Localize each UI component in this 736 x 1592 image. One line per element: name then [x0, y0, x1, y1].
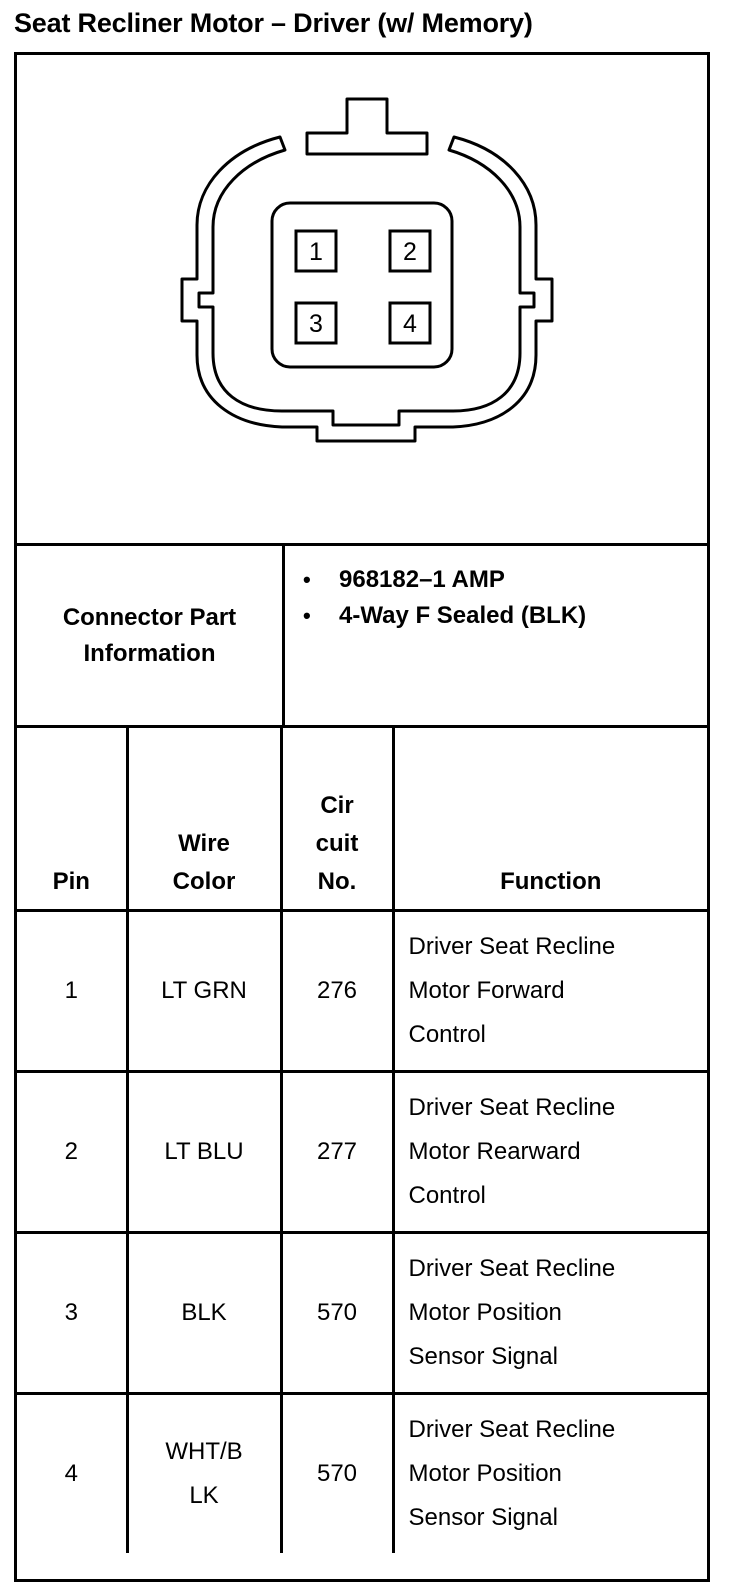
cell-wire-color: BLK	[127, 1232, 281, 1393]
pin-4-label: 4	[403, 310, 417, 338]
cell-circuit: 570	[281, 1393, 393, 1553]
table-header-row	[17, 728, 707, 910]
bullet-icon: •	[303, 567, 311, 592]
pin-1-cell	[296, 231, 336, 271]
cell-pin: 2	[17, 1071, 127, 1232]
connector-part-info-label	[17, 546, 285, 725]
cell-function: Driver Seat Recline Motor Position Sensor Signal	[393, 1232, 707, 1393]
cell-wire-color: LT GRN	[127, 910, 281, 1071]
info-item-connector-type	[285, 598, 707, 634]
pin-2-cell	[390, 231, 430, 271]
cell-pin: 4	[17, 1393, 127, 1553]
header-function: Function	[393, 728, 707, 910]
pinout-table	[17, 728, 707, 1553]
table-row	[17, 1071, 707, 1232]
connector-diagram	[17, 55, 707, 546]
connector-face-drawing	[17, 55, 707, 543]
connector-latch-tab	[307, 99, 427, 154]
pin-3-label: 3	[309, 310, 323, 338]
connector-part-info-list	[285, 546, 707, 725]
cell-function: Driver Seat Recline Motor Position Sensor Signal	[393, 1393, 707, 1553]
page-title: Seat Recliner Motor – Driver (w/ Memory)	[14, 8, 533, 38]
header-pin: Pin	[17, 728, 127, 910]
info-item-part-number	[285, 562, 707, 598]
pin-3-cell	[296, 303, 336, 343]
header-circuit-number: Cir cuit No.	[281, 728, 393, 910]
cell-function: Driver Seat Recline Motor Forward Control	[393, 910, 707, 1071]
info-label-line-1: Connector Part	[62, 603, 237, 631]
pin-2-label: 2	[403, 238, 417, 266]
cell-circuit: 570	[281, 1232, 393, 1393]
connector-outer-housing	[182, 137, 552, 441]
cell-pin: 3	[17, 1232, 127, 1393]
cell-function: Driver Seat Recline Motor Rearward Control	[393, 1071, 707, 1232]
cell-pin: 1	[17, 910, 127, 1071]
table-row	[17, 910, 707, 1071]
pin-4-cell	[390, 303, 430, 343]
bullet-icon: •	[303, 603, 311, 628]
cell-circuit: 276	[281, 910, 393, 1071]
connector-part-info	[17, 546, 707, 728]
info-item-text: 968182–1 AMP	[339, 566, 505, 593]
table-row	[17, 1232, 707, 1393]
connector-sheet	[14, 52, 710, 1582]
cell-wire-color: LT BLU	[127, 1071, 281, 1232]
table-row	[17, 1393, 707, 1553]
info-item-text: 4-Way F Sealed (BLK)	[339, 602, 587, 629]
info-label-line-2: Information	[83, 639, 216, 667]
header-wire-color: Wire Color	[127, 728, 281, 910]
pin-1-label: 1	[309, 238, 323, 266]
cell-wire-color: WHT/B LK	[127, 1393, 281, 1553]
cell-circuit: 277	[281, 1071, 393, 1232]
